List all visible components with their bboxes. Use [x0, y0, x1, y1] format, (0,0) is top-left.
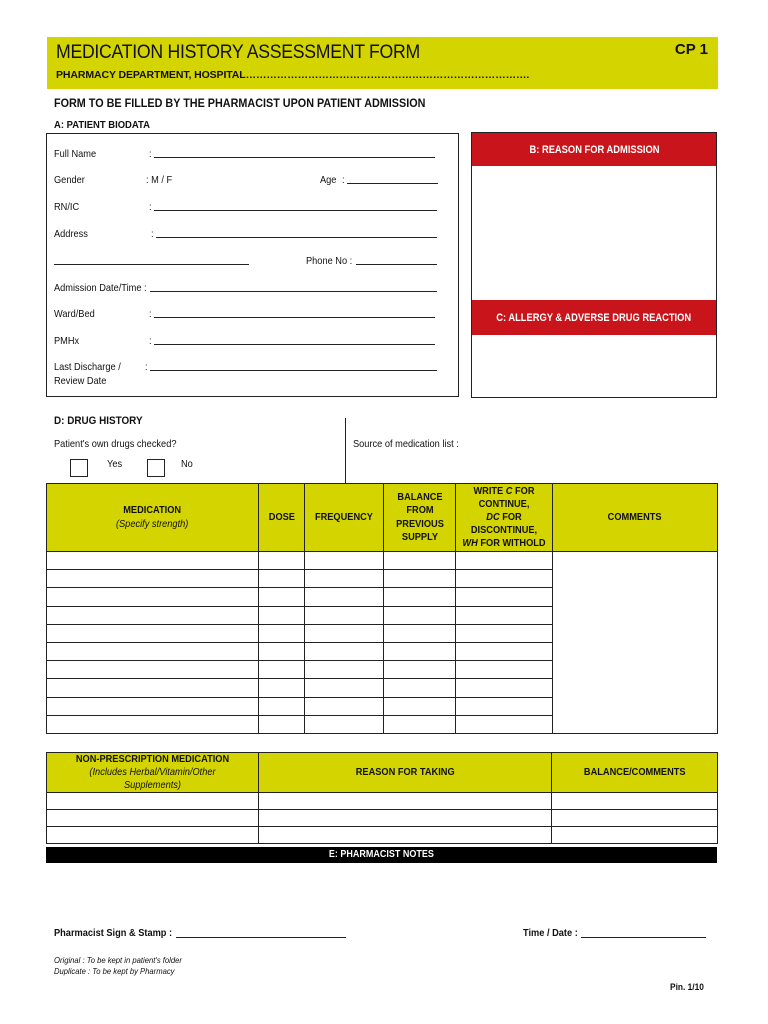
dose-cell[interactable] [259, 715, 305, 733]
dose-cell[interactable] [259, 606, 305, 624]
col-np-label: NON-PRESCRIPTION MEDICATION [75, 753, 230, 765]
medication-cell[interactable] [47, 552, 259, 570]
address-label: Address [54, 228, 88, 240]
table-row [47, 793, 718, 810]
section-b-header [472, 133, 716, 166]
status-cell[interactable] [456, 697, 553, 715]
medication-cell[interactable] [47, 661, 259, 679]
medication-cell[interactable] [47, 624, 259, 642]
frequency-cell[interactable] [305, 606, 384, 624]
dose-cell[interactable] [259, 588, 305, 606]
np-medication-cell[interactable] [47, 827, 259, 844]
balance-cell[interactable] [384, 588, 456, 606]
balance-cell[interactable] [384, 715, 456, 733]
np-medication-cell[interactable] [47, 810, 259, 827]
medication-cell[interactable] [47, 715, 259, 733]
col-write-wh: WH [462, 537, 478, 550]
sign-label: Pharmacist Sign & Stamp : [54, 927, 173, 939]
last-discharge-label: Last Discharge / [54, 361, 121, 373]
balance-cell[interactable] [384, 606, 456, 624]
status-cell[interactable] [456, 642, 553, 660]
dose-cell[interactable] [259, 624, 305, 642]
balance-cell[interactable] [384, 679, 456, 697]
own-drugs-no-checkbox[interactable] [147, 459, 165, 477]
drug-history-divider [345, 418, 346, 483]
frequency-cell[interactable] [305, 679, 384, 697]
col-np-header [47, 753, 259, 793]
status-cell[interactable] [456, 570, 553, 588]
medication-cell[interactable] [47, 570, 259, 588]
non-prescription-table [46, 752, 718, 844]
col-write-dc: DC [486, 510, 500, 523]
dose-cell[interactable] [259, 697, 305, 715]
col-reason-label: REASON FOR TAKING [355, 766, 455, 779]
allergy-field[interactable] [472, 335, 716, 397]
col-write-header [456, 484, 553, 552]
frequency-cell[interactable] [305, 715, 384, 733]
frequency-cell[interactable] [305, 552, 384, 570]
balance-cell[interactable] [384, 624, 456, 642]
rn-ic-field[interactable] [154, 210, 437, 211]
col-medication-note: (Specify strength) [116, 517, 189, 530]
address-colon: : [151, 228, 154, 240]
full-name-field[interactable] [154, 157, 435, 158]
review-date-label: Review Date [54, 375, 107, 387]
np-balance-cell[interactable] [552, 827, 718, 844]
medication-cell[interactable] [47, 679, 259, 697]
dose-cell[interactable] [259, 661, 305, 679]
form-header [47, 37, 718, 89]
ward-bed-field[interactable] [154, 317, 435, 318]
frequency-cell[interactable] [305, 697, 384, 715]
status-cell[interactable] [456, 715, 553, 733]
np-reason-cell[interactable] [259, 827, 552, 844]
age-colon: : [342, 174, 345, 186]
form-title: MEDICATION HISTORY ASSESSMENT FORM [56, 42, 420, 63]
pmhx-label: PMHx [54, 335, 80, 347]
own-drugs-label: Patient's own drugs checked? [54, 438, 177, 450]
col-write-text-1: WRITE [473, 484, 504, 497]
table-row [47, 810, 718, 827]
col-np-balance-label: BALANCE/COMMENTS [583, 766, 686, 779]
last-discharge-field[interactable] [150, 370, 437, 371]
medication-cell[interactable] [47, 642, 259, 660]
gender-label: Gender [54, 174, 85, 186]
form-code: CP 1 [674, 41, 708, 58]
frequency-cell[interactable] [305, 624, 384, 642]
section-c-header [472, 300, 716, 335]
col-balance-header [384, 484, 456, 552]
admission-field[interactable] [150, 291, 437, 292]
col-dose-label: DOSE [268, 510, 295, 523]
col-np-balance-header [552, 753, 718, 793]
col-frequency-label: FREQUENCY [314, 510, 374, 523]
balance-cell[interactable] [384, 552, 456, 570]
col-balance-label: BALANCE FROM PREVIOUS SUPPLY [395, 491, 444, 543]
section-e-header [46, 847, 717, 863]
gender-options[interactable]: : M / F [146, 174, 173, 186]
pmhx-field[interactable] [154, 344, 435, 345]
np-medication-cell[interactable] [47, 793, 259, 810]
col-medication-label: MEDICATION [123, 504, 182, 517]
duplicate-note: Duplicate : To be kept by Pharmacy [54, 966, 175, 976]
col-comments-header [553, 484, 718, 552]
source-label: Source of medication list : [353, 438, 459, 450]
medication-cell[interactable] [47, 697, 259, 715]
status-cell[interactable] [456, 588, 553, 606]
medication-cell[interactable] [47, 606, 259, 624]
np-reason-cell[interactable] [259, 810, 552, 827]
dose-cell[interactable] [259, 679, 305, 697]
balance-cell[interactable] [384, 570, 456, 588]
col-np-note: (Includes Herbal/Vitamin/Other Supplements) [89, 766, 216, 792]
np-balance-cell[interactable] [552, 793, 718, 810]
col-comments-label: COMMENTS [608, 510, 662, 523]
sign-field[interactable] [176, 937, 346, 938]
status-cell[interactable] [456, 679, 553, 697]
patient-biodata-box [46, 133, 459, 397]
section-c-title: C: ALLERGY & ADVERSE DRUG REACTION [496, 311, 692, 324]
age-field[interactable] [347, 183, 438, 184]
time-date-field[interactable] [581, 937, 706, 938]
age-label: Age [320, 174, 337, 186]
section-a-title: A: PATIENT BIODATA [54, 119, 150, 131]
comments-cell[interactable] [553, 552, 718, 734]
rn-ic-colon: : [149, 201, 152, 213]
balance-cell[interactable] [384, 642, 456, 660]
np-balance-cell[interactable] [552, 810, 718, 827]
full-name-colon: : [149, 148, 152, 160]
form-subtitle: PHARMACY DEPARTMENT, HOSPITAL………………………………………………………………………. [56, 69, 530, 81]
balance-cell[interactable] [384, 697, 456, 715]
section-b-title: B: REASON FOR ADMISSION [528, 143, 660, 156]
table-row [47, 552, 718, 570]
dose-cell[interactable] [259, 642, 305, 660]
status-cell[interactable] [456, 606, 553, 624]
col-write-text-4: FOR WITHOLD [480, 537, 546, 550]
status-cell[interactable] [456, 661, 553, 679]
ward-bed-colon: : [149, 308, 152, 320]
admission-label: Admission Date/Time : [54, 282, 147, 294]
pharmacist-notes-field[interactable] [46, 864, 717, 919]
medication-cell[interactable] [47, 588, 259, 606]
frequency-cell[interactable] [305, 642, 384, 660]
col-reason-header [259, 753, 552, 793]
reason-for-admission-field[interactable] [472, 166, 716, 300]
own-drugs-no-label: No [181, 458, 193, 470]
section-d-title: D: DRUG HISTORY [54, 415, 143, 427]
frequency-cell[interactable] [305, 570, 384, 588]
page-number: Pin. 1/10 [670, 982, 704, 993]
np-reason-cell[interactable] [259, 793, 552, 810]
phone-field[interactable] [356, 264, 437, 265]
col-write-text-3: FOR DISCONTINUE, [470, 510, 538, 537]
own-drugs-yes-checkbox[interactable] [70, 459, 88, 477]
col-write-text-2: FOR CONTINUE, [478, 484, 535, 510]
balance-cell[interactable] [384, 661, 456, 679]
col-medication-header [47, 484, 259, 552]
frequency-cell[interactable] [305, 661, 384, 679]
col-write-c: C [505, 484, 513, 497]
pmhx-colon: : [149, 335, 152, 347]
frequency-cell[interactable] [305, 588, 384, 606]
full-name-label: Full Name [54, 148, 97, 160]
section-e-title: E: PHARMACIST NOTES [328, 849, 434, 860]
last-discharge-colon: : [145, 361, 148, 373]
medication-table [46, 483, 718, 734]
original-note: Original : To be kept in patient's folder [54, 955, 182, 965]
table-row [47, 827, 718, 844]
status-cell[interactable] [456, 624, 553, 642]
col-frequency-header [305, 484, 384, 552]
form-instruction: FORM TO BE FILLED BY THE PHARMACIST UPON PATIENT ADMISSION [54, 96, 426, 110]
address-field-2[interactable] [54, 264, 249, 265]
dose-cell[interactable] [259, 552, 305, 570]
rn-ic-label: RN/IC [54, 201, 80, 213]
own-drugs-yes-label: Yes [107, 458, 123, 470]
time-date-label: Time / Date : [523, 927, 578, 939]
status-cell[interactable] [456, 552, 553, 570]
ward-bed-label: Ward/Bed [54, 308, 95, 320]
dose-cell[interactable] [259, 570, 305, 588]
col-dose-header [259, 484, 305, 552]
phone-label: Phone No : [306, 255, 353, 267]
address-field-1[interactable] [156, 237, 437, 238]
